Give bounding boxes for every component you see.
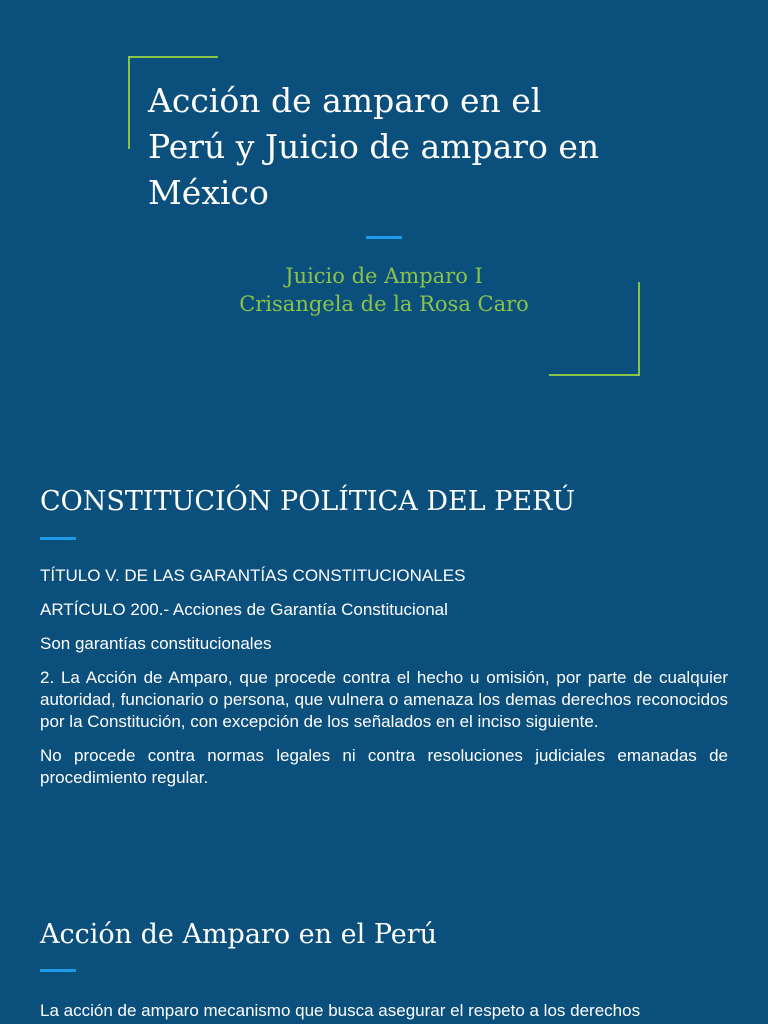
paragraph-garantias: Son garantías constitucionales — [40, 634, 272, 653]
paragraph-no-procede: No procede contra normas legales ni contra resoluciones judiciales emanadas de procedimiento regular. — [40, 746, 728, 787]
subtitle-course: Juicio de Amparo I — [285, 264, 483, 288]
paragraph-mecanismo: La acción de amparo mecanismo que busca asegurar el respeto a los derechos — [40, 1001, 641, 1020]
title-accent-bar — [366, 236, 402, 239]
frame-corner-bottom-right-vertical — [638, 282, 640, 376]
constitution-text-block — [40, 565, 728, 801]
section-accent-bar-constitucion — [40, 537, 76, 540]
section-heading-constitucion: CONSTITUCIÓN POLÍTICA DEL PERÚ — [40, 486, 576, 517]
section-heading-accion-amparo: Acción de Amparo en el Perú — [40, 919, 438, 950]
presentation-title: Acción de amparo en el Perú y Juicio de amparo en México — [148, 81, 600, 212]
paragraph-titulo: TÍTULO V. DE LAS GARANTÍAS CONSTITUCIONALES — [40, 566, 466, 585]
paragraph-articulo: ARTÍCULO 200.- Acciones de Garantía Constitucional — [40, 600, 448, 619]
frame-corner-top-left-vertical — [128, 56, 130, 149]
accion-amparo-text-block — [40, 1000, 728, 1024]
paragraph-accion-amparo: 2. La Acción de Amparo, que procede contra el hecho u omisión, por parte de cualquier autoridad, funcionario o persona, que vulnera o amenaza los demas derechos reconocidos por la Constitución, con excepción de los señalados en el inciso siguiente. — [40, 668, 728, 731]
presentation-subtitle — [160, 262, 608, 318]
frame-corner-bottom-right-horizontal — [549, 374, 640, 376]
subtitle-author: Crisangela de la Rosa Caro — [239, 292, 529, 316]
frame-corner-top-left-horizontal — [128, 56, 218, 58]
section-accent-bar-accion-amparo — [40, 969, 76, 972]
